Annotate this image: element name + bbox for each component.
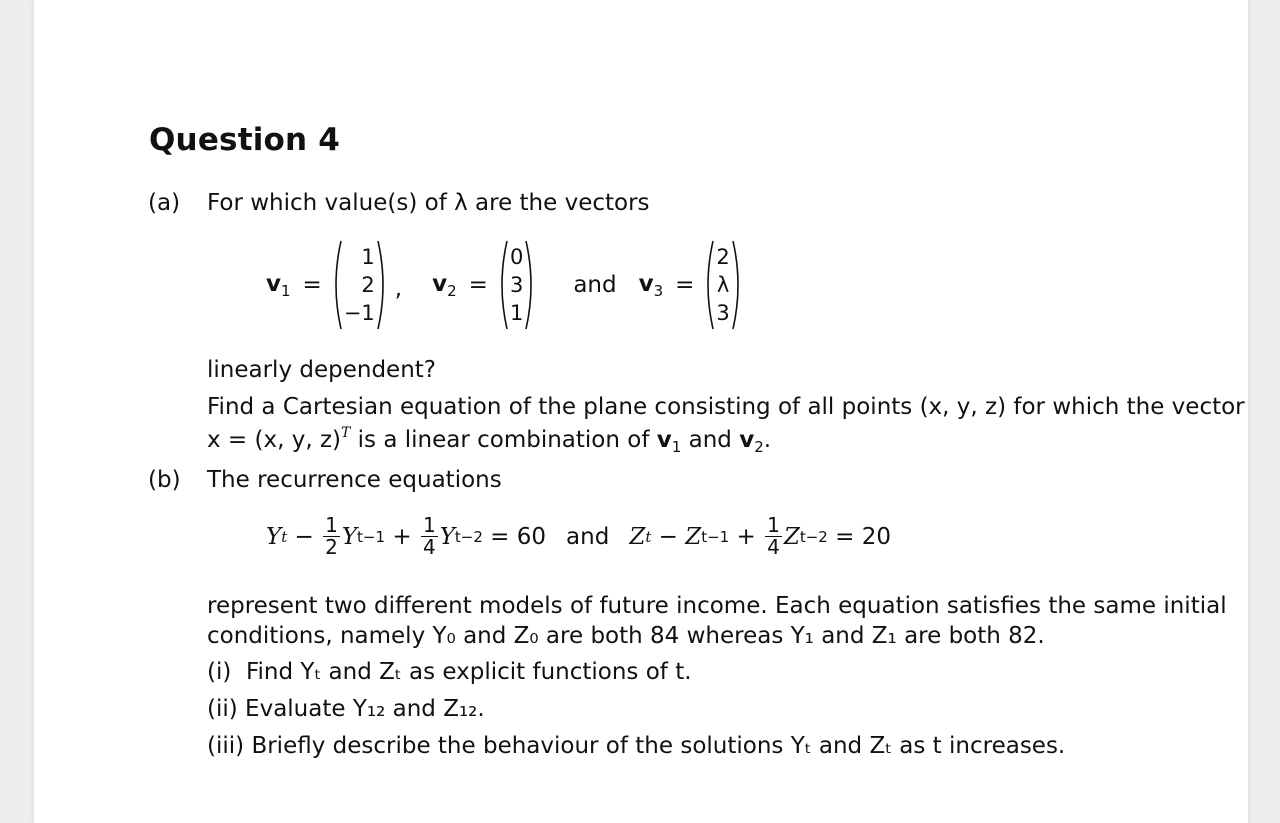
v3-component-3: 3 (716, 301, 730, 325)
v3-component-1: 2 (716, 245, 730, 269)
fraction-quarter-z: $\frac{1}{4}$ (767, 513, 780, 559)
description-line2: conditions, namely Y₀ and Z₀ are both 84 whereas Y₁ and Z₁ are both 82. (207, 623, 1045, 649)
v1-component-1: 1 (361, 245, 375, 269)
v1-component-2: 2 (361, 273, 375, 297)
question-title: Question 4 (149, 122, 341, 158)
vectors-row (266, 240, 744, 330)
vector-v3-matrix (702, 239, 743, 331)
equals-sign: = (675, 272, 695, 298)
equals-sign: = (468, 272, 488, 298)
fraction-quarter: $\frac{1}{4}$ (422, 513, 436, 559)
equation-y: Y t − $\frac{1}{2}$ Y t−1 + $\frac{1}{4}$ Y t−2 = 60 (266, 513, 547, 559)
vector-v2-name: $v_2$ (432, 270, 457, 300)
description-line1: represent two different models of future income. Each equation satisfies the same initial (207, 593, 1227, 619)
find-plane-line2: x = (x, y, z)$^T$ is a linear combination of $v_1$ and $v_2$. (207, 425, 772, 456)
v3-component-2: λ (716, 273, 730, 297)
v2-component-3: 1 (509, 301, 524, 325)
subquestion-ii: (ii) Evaluate Y₁₂ and Z₁₂. (207, 696, 485, 722)
recurrence-equations (266, 515, 891, 558)
vector-v1-matrix (330, 239, 389, 331)
comma: , (394, 276, 403, 302)
vector-v3-name: $v_3$ (638, 270, 664, 300)
part-b-label: (b) (148, 467, 181, 493)
vector-v2-matrix (496, 239, 537, 331)
find-plane-line1: Find a Cartesian equation of the plane consisting of all points (x, y, z) for which the vector (207, 394, 1245, 420)
equals-sign: = (302, 272, 322, 298)
linearly-dependent-text: linearly dependent? (207, 357, 437, 383)
part-a-intro: For which value(s) of λ are the vectors (207, 190, 650, 216)
part-a-label: (a) (148, 190, 181, 216)
document-page (34, 0, 1248, 823)
v2-component-2: 3 (509, 273, 524, 297)
equation-z: Z t − Z t−1 + $\frac{1}{4}$ Z t−2 = 20 (629, 513, 892, 559)
vector-v1-name: $v_1$ (266, 270, 291, 300)
v1-component-3: −1 (343, 301, 375, 325)
fraction-half: $\frac{1}{2}$ (325, 513, 338, 559)
and-word-b: and (566, 523, 610, 550)
and-word: and (573, 272, 617, 298)
subquestion-i: (i) Find Yₜ and Zₜ as explicit functions of t. (207, 659, 692, 685)
v2-component-1: 0 (509, 245, 524, 269)
part-b-intro: The recurrence equations (207, 467, 502, 493)
subquestion-iii: (iii) Briefly describe the behaviour of the solutions Yₜ and Zₜ as t increases. (207, 733, 1066, 759)
